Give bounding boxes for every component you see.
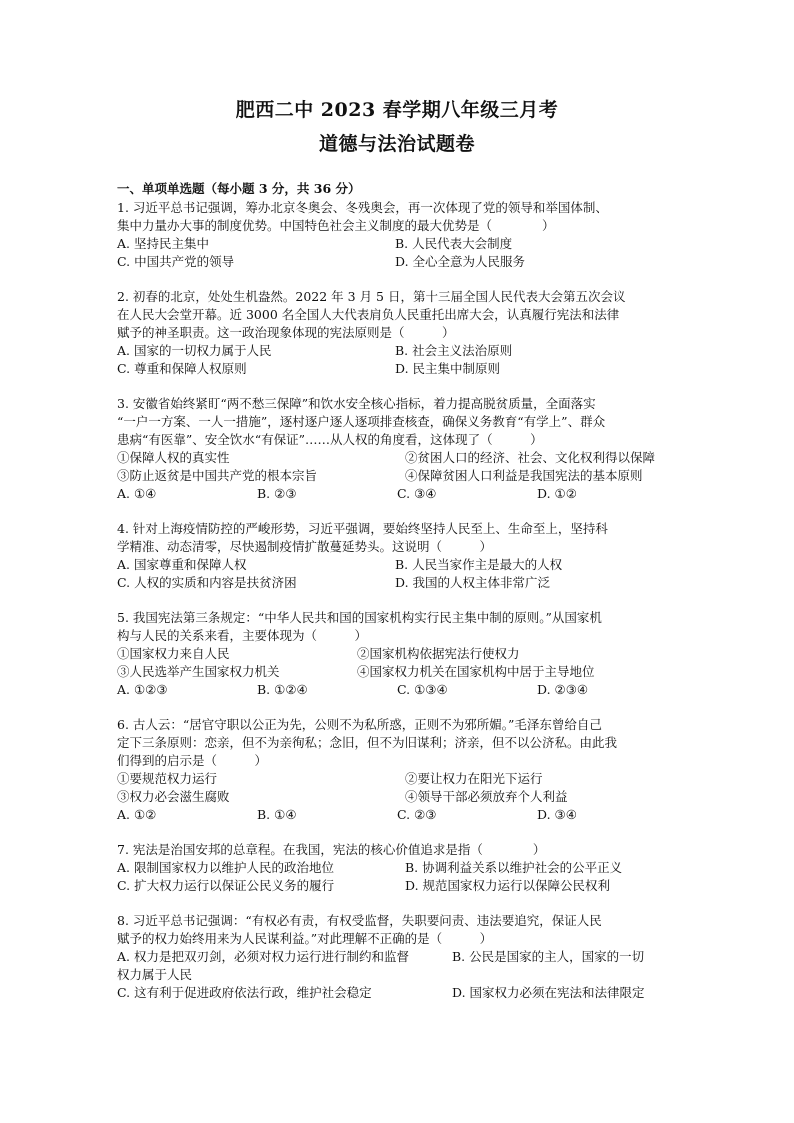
statement-1: ①要规范权力运行 xyxy=(117,771,218,786)
option-a[interactable]: A. 权力是把双刃剑，必须对权力运行进行制约和监督 xyxy=(117,949,409,964)
question-stem-line: 们得到的启示是（ ） xyxy=(117,753,268,768)
statement-row xyxy=(117,467,687,485)
statement-row xyxy=(117,645,687,663)
statement-4: ④国家权力机关在国家机构中居于主导地位 xyxy=(357,664,595,679)
option-a[interactable]: A. 限制国家权力以维护人民的政治地位 xyxy=(117,860,334,875)
option-b[interactable]: B. ①④ xyxy=(257,807,297,822)
options-row xyxy=(117,485,687,503)
statement-1: ①保障人权的真实性 xyxy=(117,450,230,465)
options-row xyxy=(117,235,687,253)
exam-subtitle: 道德与法治试题卷 xyxy=(318,133,475,155)
statement-row xyxy=(117,449,687,467)
options-row xyxy=(117,806,687,824)
question-stem-line: 赋予的权力始终用来为人民谋利益。”对此理解不正确的是（ ） xyxy=(117,931,493,946)
statement-row xyxy=(117,770,687,788)
statement-1: ①国家权力来自人民 xyxy=(117,646,230,661)
statement-row xyxy=(117,663,687,681)
options-row xyxy=(117,556,687,574)
statement-3: ③人民选举产生国家权力机关 xyxy=(117,664,280,679)
option-a[interactable]: A. 国家的一切权力属于人民 xyxy=(117,343,272,358)
question-stem-line: 7. 宪法是治国安邦的总章程。在我国，宪法的核心价值追求是指（ ） xyxy=(117,842,546,857)
option-a[interactable]: A. 坚持民主集中 xyxy=(117,236,209,251)
option-d[interactable]: D. ①② xyxy=(537,486,577,501)
option-d[interactable]: D. 国家权力必须在宪法和法律限定 xyxy=(452,985,645,1000)
exam-title: 肥西二中 2023 春学期八年级三月考 xyxy=(235,99,559,121)
exam-content xyxy=(117,180,687,1019)
statement-4: ④领导干部必须放弃个人利益 xyxy=(405,789,568,804)
statement-2: ②国家机构依据宪法行使权力 xyxy=(357,646,520,661)
option-b[interactable]: B. ②③ xyxy=(257,486,297,501)
option-c[interactable]: C. 尊重和保障人权原则 xyxy=(117,361,247,376)
option-d[interactable]: D. 我国的人权主体非常广泛 xyxy=(395,575,551,590)
question-2 xyxy=(117,288,687,378)
option-a[interactable]: A. ①②③ xyxy=(117,682,168,697)
question-stem-line: 在人民大会堂开幕。近 3000 名全国人大代表肩负人民重托出席大会，认真履行宪法和法律 xyxy=(117,307,620,322)
statement-row xyxy=(117,788,687,806)
option-b[interactable]: B. 人民当家作主是最大的人权 xyxy=(395,557,563,572)
option-b[interactable]: B. 公民是国家的主人，国家的一切 xyxy=(452,949,645,964)
option-c[interactable]: C. ①③④ xyxy=(397,682,448,697)
question-stem-line: 5. 我国宪法第三条规定：“中华人民共和国的国家机构实行民主集中制的原则。”从国家机 xyxy=(117,610,602,625)
option-c[interactable]: C. 中国共产党的领导 xyxy=(117,254,235,269)
option-a[interactable]: A. 国家尊重和保障人权 xyxy=(117,557,247,572)
question-stem-line: 3. 安徽省始终紧盯“两不愁三保障”和饮水安全核心指标，着力提高脱贫质量，全面落实 xyxy=(117,396,596,411)
question-stem-line: 患病“有医靠”、安全饮水“有保证”……从人权的角度看，这体现了（ ） xyxy=(117,432,543,447)
option-d[interactable]: D. 全心全意为人民服务 xyxy=(395,254,526,269)
option-c[interactable]: C. 这有利于促进政府依法行政，维护社会稳定 xyxy=(117,985,372,1000)
statement-3: ③防止返贫是中国共产党的根本宗旨 xyxy=(117,468,318,483)
option-a[interactable]: A. ①④ xyxy=(117,486,157,501)
option-b-continued: 权力属于人民 xyxy=(117,967,193,982)
options-row xyxy=(117,877,687,895)
option-d[interactable]: D. 规范国家权力运行以保障公民权利 xyxy=(405,878,611,893)
question-stem-line: “一户一方案、一人一措施”，逐村逐户逐人逐项排查核查，确保义务教育“有学上”、群众 xyxy=(117,414,606,429)
option-a[interactable]: A. ①② xyxy=(117,807,157,822)
statement-3: ③权力必会滋生腐败 xyxy=(117,789,230,804)
option-b[interactable]: B. 社会主义法治原则 xyxy=(395,343,513,358)
option-c[interactable]: C. ③④ xyxy=(397,486,437,501)
options-row xyxy=(117,574,687,592)
option-d[interactable]: D. 民主集中制原则 xyxy=(395,361,501,376)
options-row xyxy=(117,342,687,360)
options-row xyxy=(117,681,687,699)
option-d[interactable]: D. ③④ xyxy=(537,807,577,822)
question-5 xyxy=(117,609,687,699)
options-row xyxy=(117,948,687,966)
statement-2: ②要让权力在阳光下运行 xyxy=(405,771,543,786)
question-6 xyxy=(117,716,687,824)
statement-2: ②贫困人口的经济、社会、文化权利得以保障 xyxy=(405,450,656,465)
option-d[interactable]: D. ②③④ xyxy=(537,682,589,697)
question-stem-line: 定下三条原则：恋亲，但不为亲徇私；念旧，但不为旧谋利；济亲，但不以公济私。由此我 xyxy=(117,735,618,750)
question-stem-line: 赋予的神圣职责。这一政治现象体现的宪法原则是（ ） xyxy=(117,325,455,340)
options-row xyxy=(117,360,687,378)
question-3 xyxy=(117,395,687,503)
options-row xyxy=(117,984,687,1002)
question-1 xyxy=(117,199,687,271)
option-c[interactable]: C. 人权的实质和内容是扶贫济困 xyxy=(117,575,297,590)
question-stem-line: 1. 习近平总书记强调，筹办北京冬奥会、冬残奥会，再一次体现了党的领导和举国体制、 xyxy=(117,200,608,215)
statement-4: ④保障贫困人口利益是我国宪法的基本原则 xyxy=(405,468,643,483)
question-8 xyxy=(117,912,687,1002)
question-7 xyxy=(117,841,687,895)
options-row xyxy=(117,859,687,877)
option-b[interactable]: B. 人民代表大会制度 xyxy=(395,236,513,251)
question-4 xyxy=(117,520,687,592)
option-b[interactable]: B. ①②④ xyxy=(257,682,308,697)
question-stem-line: 学精准、动态清零，尽快遏制疫情扩散蔓延势头。这说明（ ） xyxy=(117,539,493,554)
question-stem-line: 6. 古人云：“居官守职以公正为先，公则不为私所惑，正则不为邪所媚。”毛泽东曾给自己 xyxy=(117,717,602,732)
option-c[interactable]: C. 扩大权力运行以保证公民义务的履行 xyxy=(117,878,335,893)
question-stem-line: 2. 初春的北京，处处生机盎然。2022 年 3 月 5 日，第十三届全国人民代表大会第五次会议 xyxy=(117,289,626,304)
option-b[interactable]: B. 协调利益关系以维护社会的公平正义 xyxy=(405,860,623,875)
section-heading: 一、单项单选题（每小题 3 分，共 36 分） xyxy=(117,181,361,196)
question-stem-line: 构与人民的关系来看，主要体现为（ ） xyxy=(117,628,368,643)
option-c[interactable]: C. ②③ xyxy=(397,807,437,822)
question-stem-line: 8. 习近平总书记强调：“有权必有责，有权受监督，失职要问责、违法要追究，保证人民 xyxy=(117,913,602,928)
question-stem-line: 集中力量办大事的制度优势。中国特色社会主义制度的最大优势是（ ） xyxy=(117,218,555,233)
options-row xyxy=(117,253,687,271)
question-stem-line: 4. 针对上海疫情防控的严峻形势，习近平强调，要始终坚持人民至上、生命至上，坚持科 xyxy=(117,521,608,536)
